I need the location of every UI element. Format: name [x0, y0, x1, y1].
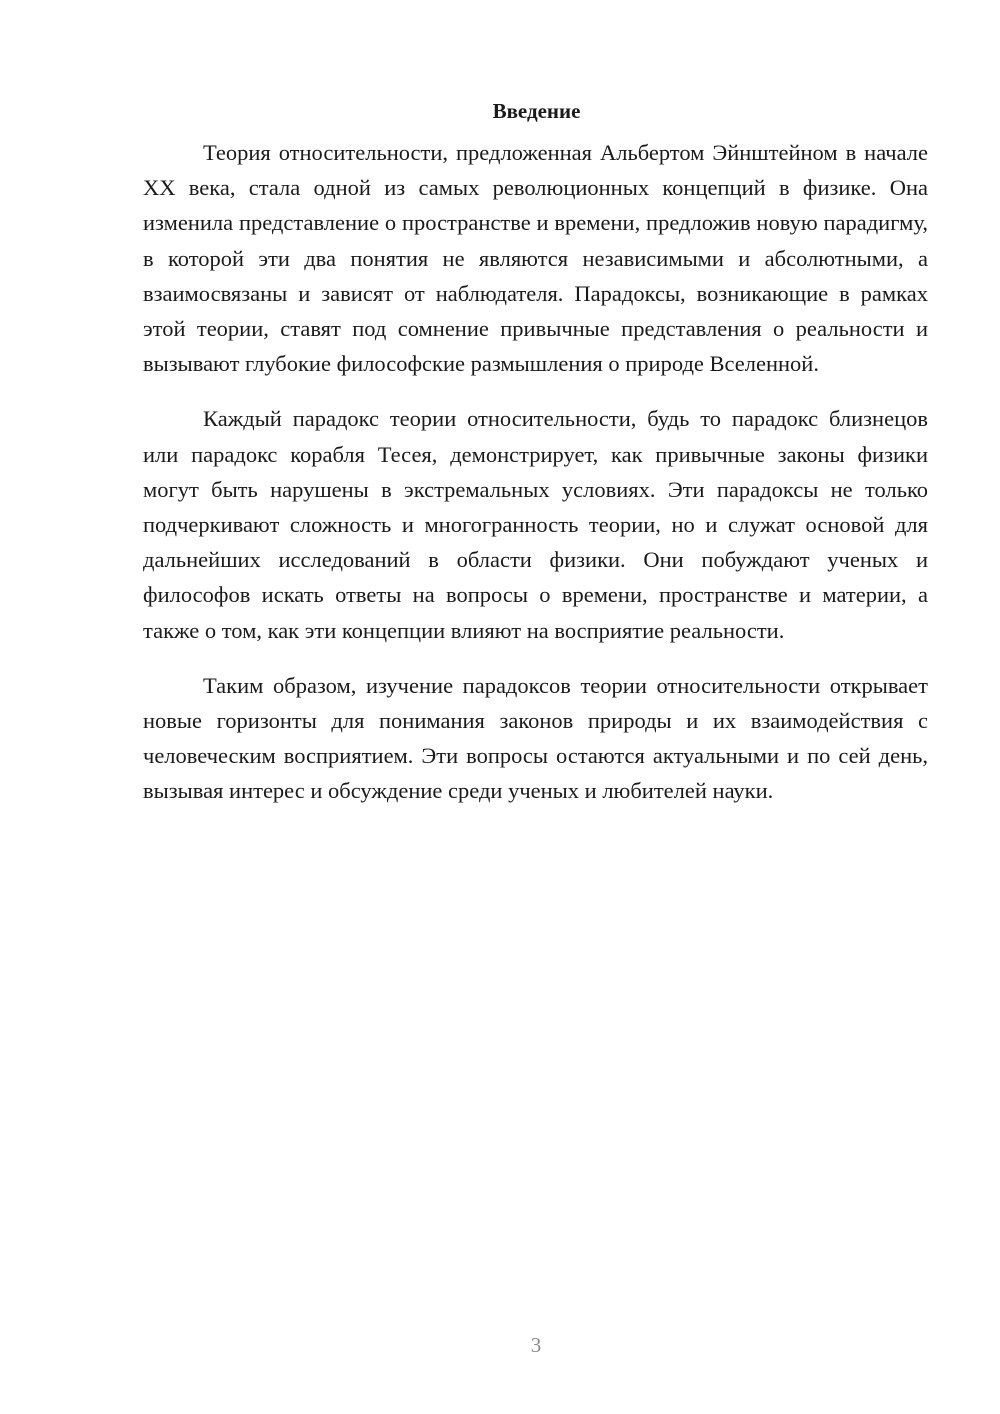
paragraph-intro: Теория относительности, предложенная Альбертом Эйнштейном в начале XX века, стала одной из самых революционных концепций в физике. Она изменила представление о пространстве и времени, предложив новую парадигму, в которой эти два понятия не являются независимыми и абсолютными, а взаимосвязаны и зависят от наблюдателя. Парадоксы, возникающие в рамках этой теории, ставят под сомнение привычные представления о реальности и вызывают глубокие философские размышления о природе Вселенной.: [143, 140, 928, 377]
page-content: [143, 95, 928, 829]
page-number: 3: [530, 1333, 542, 1357]
paragraph-conclusion: Таким образом, изучение парадоксов теории относительности открывает новые горизонты для понимания законов природы и их взаимодействия с человеческим восприятием. Эти вопросы остаются актуальными и по сей день, вызывая интерес и обсуждение среди ученых и любителей науки.: [143, 672, 928, 804]
section-title: Введение: [492, 99, 581, 123]
paragraph-paradoxes: Каждый парадокс теории относительности, будь то парадокс близнецов или парадокс корабля Тесея, демонстрирует, как привычные законы физики могут быть нарушены в экстремальных условиях. Эти парадоксы не только подчеркивают сложность и многогранность теории, но и служат основой для дальнейших исследований в области физики. Они побуждают ученых и философов искать ответы на вопросы о времени, пространстве и материи, а также о том, как эти концепции влияют на восприятие реальности.: [143, 406, 928, 643]
